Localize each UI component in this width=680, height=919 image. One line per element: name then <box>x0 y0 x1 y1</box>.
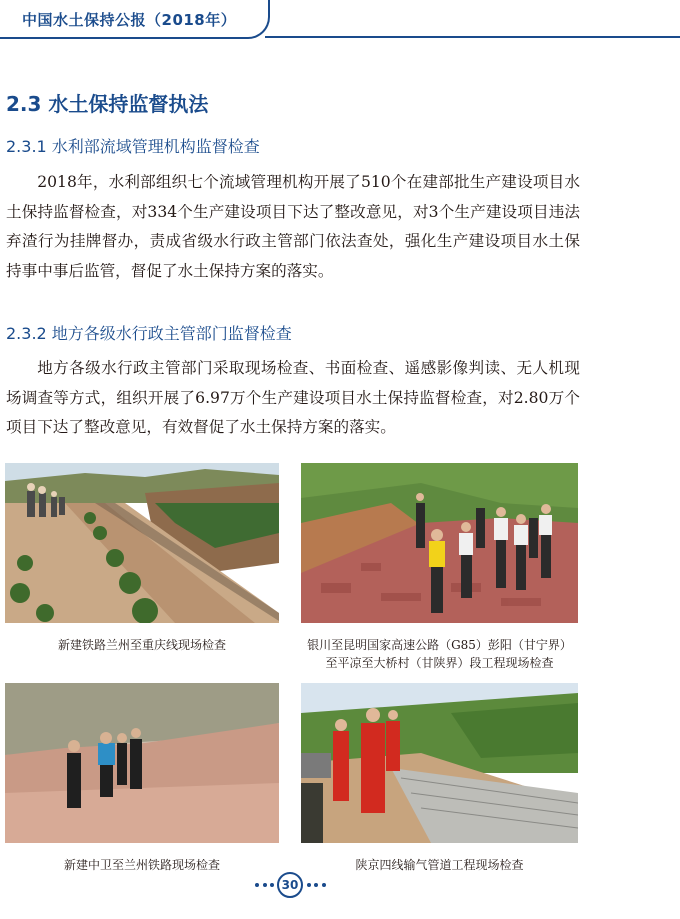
photo-railway-lanzhou-chongqing <box>5 463 279 623</box>
subsection-paragraph-1: 2018年，水利部组织七个流域管理机构开展了510个在建部批生产建设项目水土保持监督检查，对334个生产建设项目下达了整改意见，对3个生产建设项目违法弃渣行为挂牌督办，责成省级水行政主管部门依法查处，强化生产建设项目水土保持事中事后监管，督促了水土保持方案的落实。 <box>6 173 580 280</box>
section-title: 2.3 水土保持监督执法 <box>6 92 209 116</box>
photo-gas-pipeline <box>301 683 578 843</box>
photo-caption-1: 新建铁路兰州至重庆线现场检查 <box>57 638 226 652</box>
footer-dot <box>270 883 274 887</box>
photo-caption-3: 新建中卫至兰州铁路现场检查 <box>63 858 220 872</box>
footer-dot <box>307 883 311 887</box>
page-number: 30 <box>277 872 303 898</box>
photo-caption-2-line-1: 银川至昆明国家高速公路（G85）彭阳（甘宁界） <box>307 638 572 652</box>
footer-dot <box>255 883 259 887</box>
photo-caption-2 <box>301 636 578 672</box>
photo-caption-4: 陕京四线输气管道工程现场检查 <box>355 858 524 872</box>
photo-caption-2-line-2: 至平凉至大桥村（甘陕界）段工程现场检查 <box>325 656 554 670</box>
header-title: 中国水土保持公报（2018年） <box>22 11 237 29</box>
footer-dot <box>263 883 267 887</box>
footer-dot <box>314 883 318 887</box>
photo-railway-zhongwei-lanzhou <box>5 683 279 843</box>
photo-highway-g85 <box>301 463 578 623</box>
page-header <box>0 0 680 39</box>
subsection-title-1: 2.3.1 水利部流域管理机构监督检查 <box>6 137 260 156</box>
page-number-footer <box>0 870 680 900</box>
subsection-title-2: 2.3.2 地方各级水行政主管部门监督检查 <box>6 324 292 343</box>
footer-dot <box>322 883 326 887</box>
subsection-paragraph-2: 地方各级水行政主管部门采取现场检查、书面检查、遥感影像判读、无人机现场调查等方式，组织开展了6.97万个生产建设项目水土保持监督检查，对2.80万个项目下达了整改意见，有效督促了水土保持方案的落实。 <box>6 359 580 436</box>
header-rule <box>265 36 680 38</box>
